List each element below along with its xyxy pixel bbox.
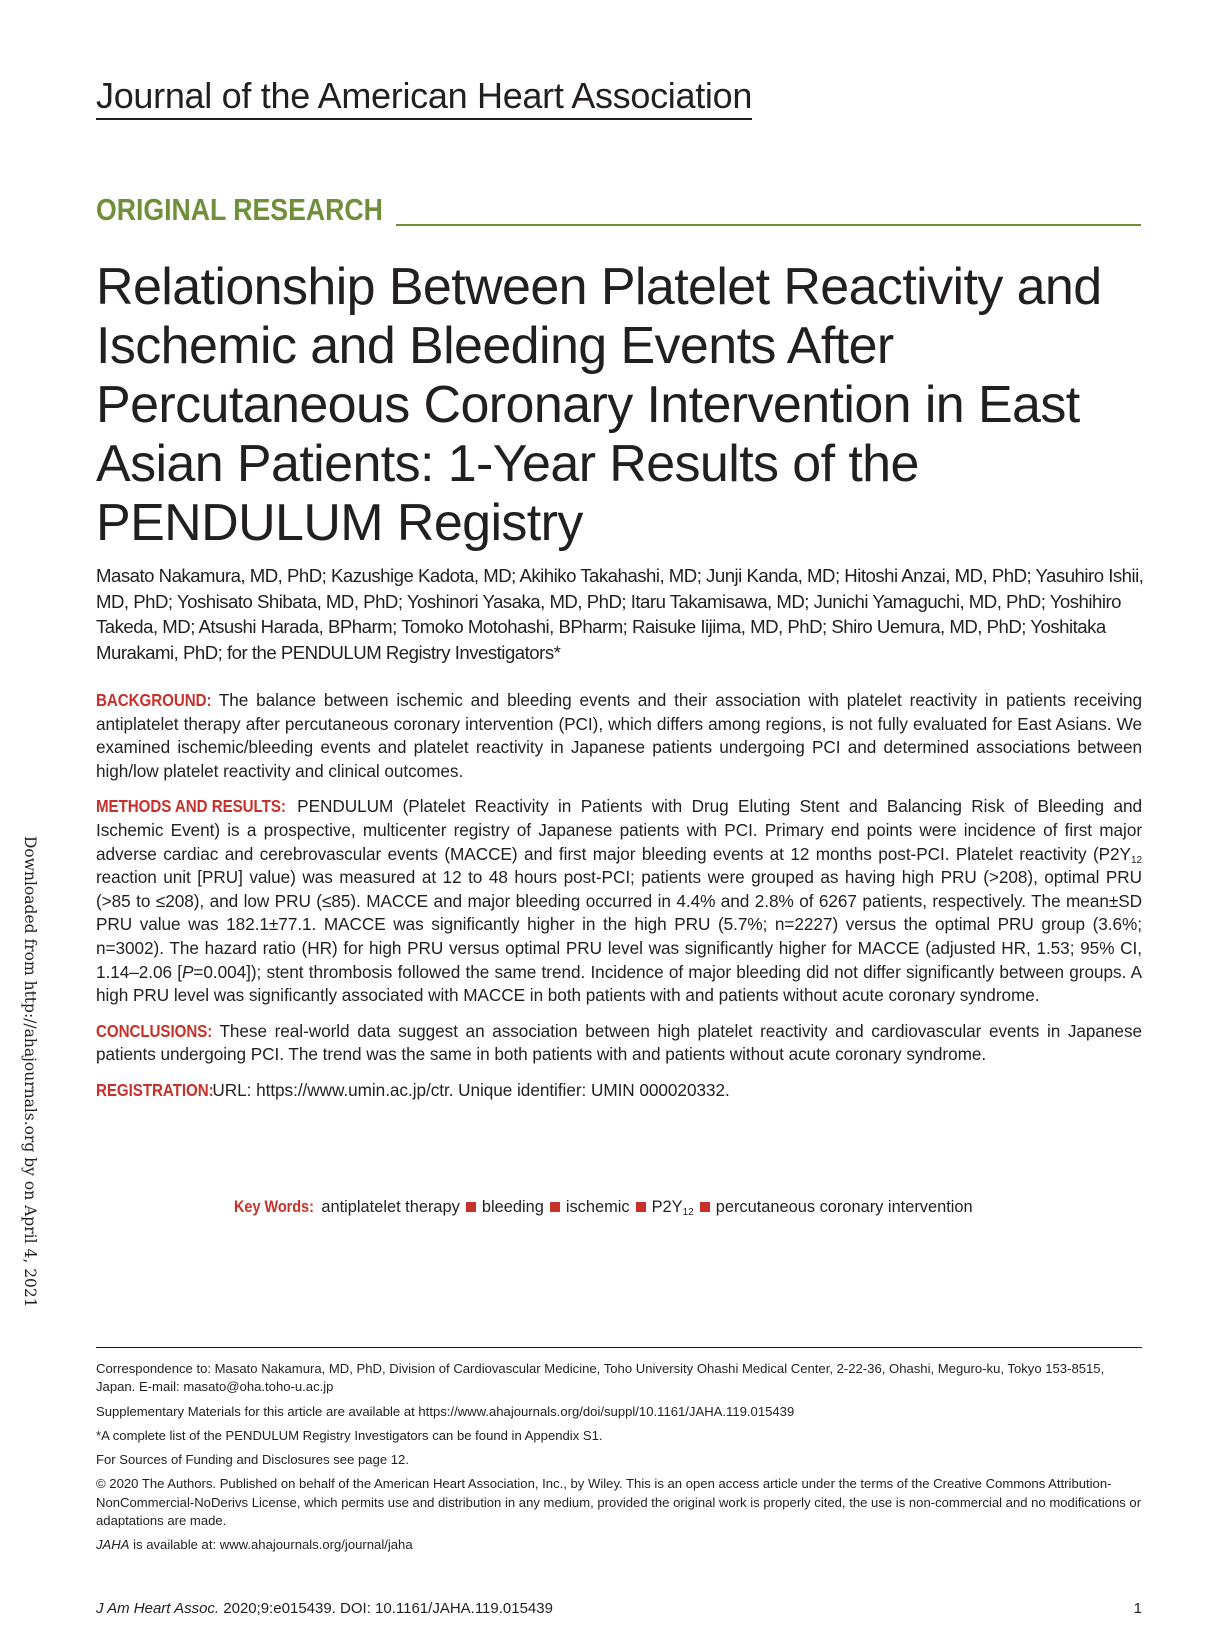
download-sidebar — [16, 836, 44, 1308]
article-title: Relationship Between Platelet Reactivity and Ischemic and Bleeding Events After Percutaneous Coronary Intervention in East Asian Patients: 1-Year Results of the PENDULUM Registry — [96, 258, 1102, 552]
square-bullet-icon — [550, 1202, 560, 1212]
square-bullet-icon — [700, 1202, 710, 1212]
download-notice: Downloaded from http://ahajournals.org by on April 4, 2021 — [21, 836, 39, 1308]
methods-label: METHODS AND RESULTS: — [96, 796, 286, 817]
jaha-url-text: is available at: www.ahajournals.org/journal/jaha — [129, 1537, 413, 1553]
methods-text-1: PENDULUM (Platelet Reactivity in Patients with Drug Eluting Stent and Balancing Risk of Bleeding and Ischemic Event) is a prospective, multicenter registry of Japanese patients with PCI. Primary end points were incidence of first major adverse cardiac and cerebrovascular events (MACCE) and first major bleeding events at 12 months post-PCI. Platelet reactivity (P2Y — [96, 796, 1142, 864]
page-number: 1 — [1133, 1600, 1142, 1617]
citation: 2020;9:e015439. DOI: 10.1161/JAHA.119.015439 — [219, 1600, 553, 1617]
background-text: The balance between ischemic and bleeding events and their association with platelet reactivity in patients receiving antiplatelet therapy after percutaneous coronary intervention (PCI), which differs among regions, is not fully evaluated for East Asians. We examined ischemic/bleeding events and platelet reactivity in Japanese patients undergoing PCI and determined associations between high/low platelet reactivity and clinical outcomes. — [96, 690, 1142, 781]
copyright-note: © 2020 The Authors. Published on behalf of the American Heart Association, Inc., by Wiley. This is an open access article under the terms of the Creative Commons Attribution-NonCommercial-NoDerivs License, which permits use and distribution in any medium, provided the original work is properly cited, the use is non-commercial and no modifications or adaptations are made. — [96, 1476, 1142, 1529]
methods-text-2: reaction unit [PRU] value) was measured at 12 to 48 hours post-PCI; patients were grouped as having high PRU (>208), optimal PRU (>85 to ≤208), and low PRU (≤85). MACCE and major bleeding occurred in 4.4% and 2.8% of 6267 patients, respectively. The mean±SD PRU value was 182.1±77.1. MACCE was significantly higher in the high PRU (5.7%; n=2227) versus the optimal PRU group (3.6%; n=3002). The hazard ratio (HR) for high PRU versus optimal PRU level was significantly higher for MACCE (adjusted HR, 1.53; 95% CI, 1.14–2.06 [ — [96, 867, 1142, 982]
square-bullet-icon — [466, 1202, 476, 1212]
abstract-conclusions — [96, 1020, 1142, 1067]
keyword: ischemic — [565, 1198, 630, 1216]
keyword: P2Y — [651, 1198, 683, 1216]
abstract-registration — [96, 1079, 1142, 1103]
funding-note: For Sources of Funding and Disclosures see page 12. — [96, 1452, 409, 1468]
section-label: ORIGINAL RESEARCH — [96, 192, 386, 228]
keyword: percutaneous coronary intervention — [715, 1198, 973, 1216]
conclusions-text: These real-world data suggest an association between high platelet reactivity and cardiovascular events in Japanese patients undergoing PCI. The trend was the same in both patients with and patients without acute coronary syndrome. — [96, 1020, 1142, 1065]
jaha-note — [96, 1536, 1142, 1554]
keyword: bleeding — [481, 1198, 544, 1216]
square-bullet-icon — [636, 1202, 646, 1212]
section-divider — [396, 224, 1141, 226]
journal-title: Journal of the American Heart Association — [96, 76, 752, 120]
background-label: BACKGROUND: — [96, 690, 212, 710]
supplementary-note: Supplementary Materials for this article are available at https://www.ahajournals.org/doi/suppl/10.1161/JAHA.119.015439 — [96, 1403, 795, 1419]
keyword: antiplatelet therapy — [321, 1198, 460, 1216]
registration-text: URL: https://www.umin.ac.jp/ctr. Unique identifier: UMIN 000020332. — [212, 1079, 730, 1100]
methods-text-3: =0.004]); stent thrombosis followed the same trend. Incidence of major bleeding did not differ significantly between groups. A high PRU level was significantly associated with MACCE in both patients with and patients without acute coronary syndrome. — [96, 961, 1142, 1006]
jaha-abbrev: JAHA — [96, 1537, 130, 1553]
abstract — [96, 689, 1142, 1115]
footnote-divider — [96, 1347, 1142, 1348]
conclusions-label: CONCLUSIONS: — [96, 1020, 213, 1041]
journal-abbrev: J Am Heart Assoc. — [96, 1600, 220, 1617]
keywords — [234, 1196, 973, 1218]
abstract-background — [96, 689, 1142, 783]
methods-subscript: 12 — [1130, 854, 1142, 866]
page-footer — [96, 1600, 1142, 1617]
registration-label: REGISTRATION: — [96, 1079, 214, 1100]
keyword-subscript: 12 — [682, 1207, 694, 1218]
keywords-label: Key Words: — [234, 1198, 314, 1216]
abstract-methods — [96, 795, 1142, 1007]
footnotes — [96, 1360, 1142, 1561]
investigators-note: *A complete list of the PENDULUM Registry Investigators can be found in Appendix S1. — [96, 1427, 603, 1443]
section-header — [96, 192, 1141, 228]
methods-p-value: P — [181, 961, 194, 982]
author-list: Masato Nakamura, MD, PhD; Kazushige Kadota, MD; Akihiko Takahashi, MD; Junji Kanda, MD; Hitoshi Anzai, MD, PhD; Yasuhiro Ishii, MD, PhD; Yoshisato Shibata, MD, PhD; Yoshinori Yasaka, MD, PhD; Itaru Takamisawa, MD; Junichi Yamaguchi, MD, PhD; Yoshihiro Takeda, MD; Atsushi Harada, BPharm; Tomoko Motohashi, BPharm; Raisuke Iijima, MD, PhD; Shiro Uemura, MD, PhD; Yoshitaka Murakami, PhD; for the PENDULUM Registry Investigators* — [96, 565, 1144, 663]
correspondence-note: Correspondence to: Masato Nakamura, MD, PhD, Division of Cardiovascular Medicine, Toho University Ohashi Medical Center, 2-22-36, Ohashi, Meguro-ku, Tokyo 153-8515, Japan. E-mail: masato@oha.toho-u.ac.jp — [96, 1361, 1105, 1395]
